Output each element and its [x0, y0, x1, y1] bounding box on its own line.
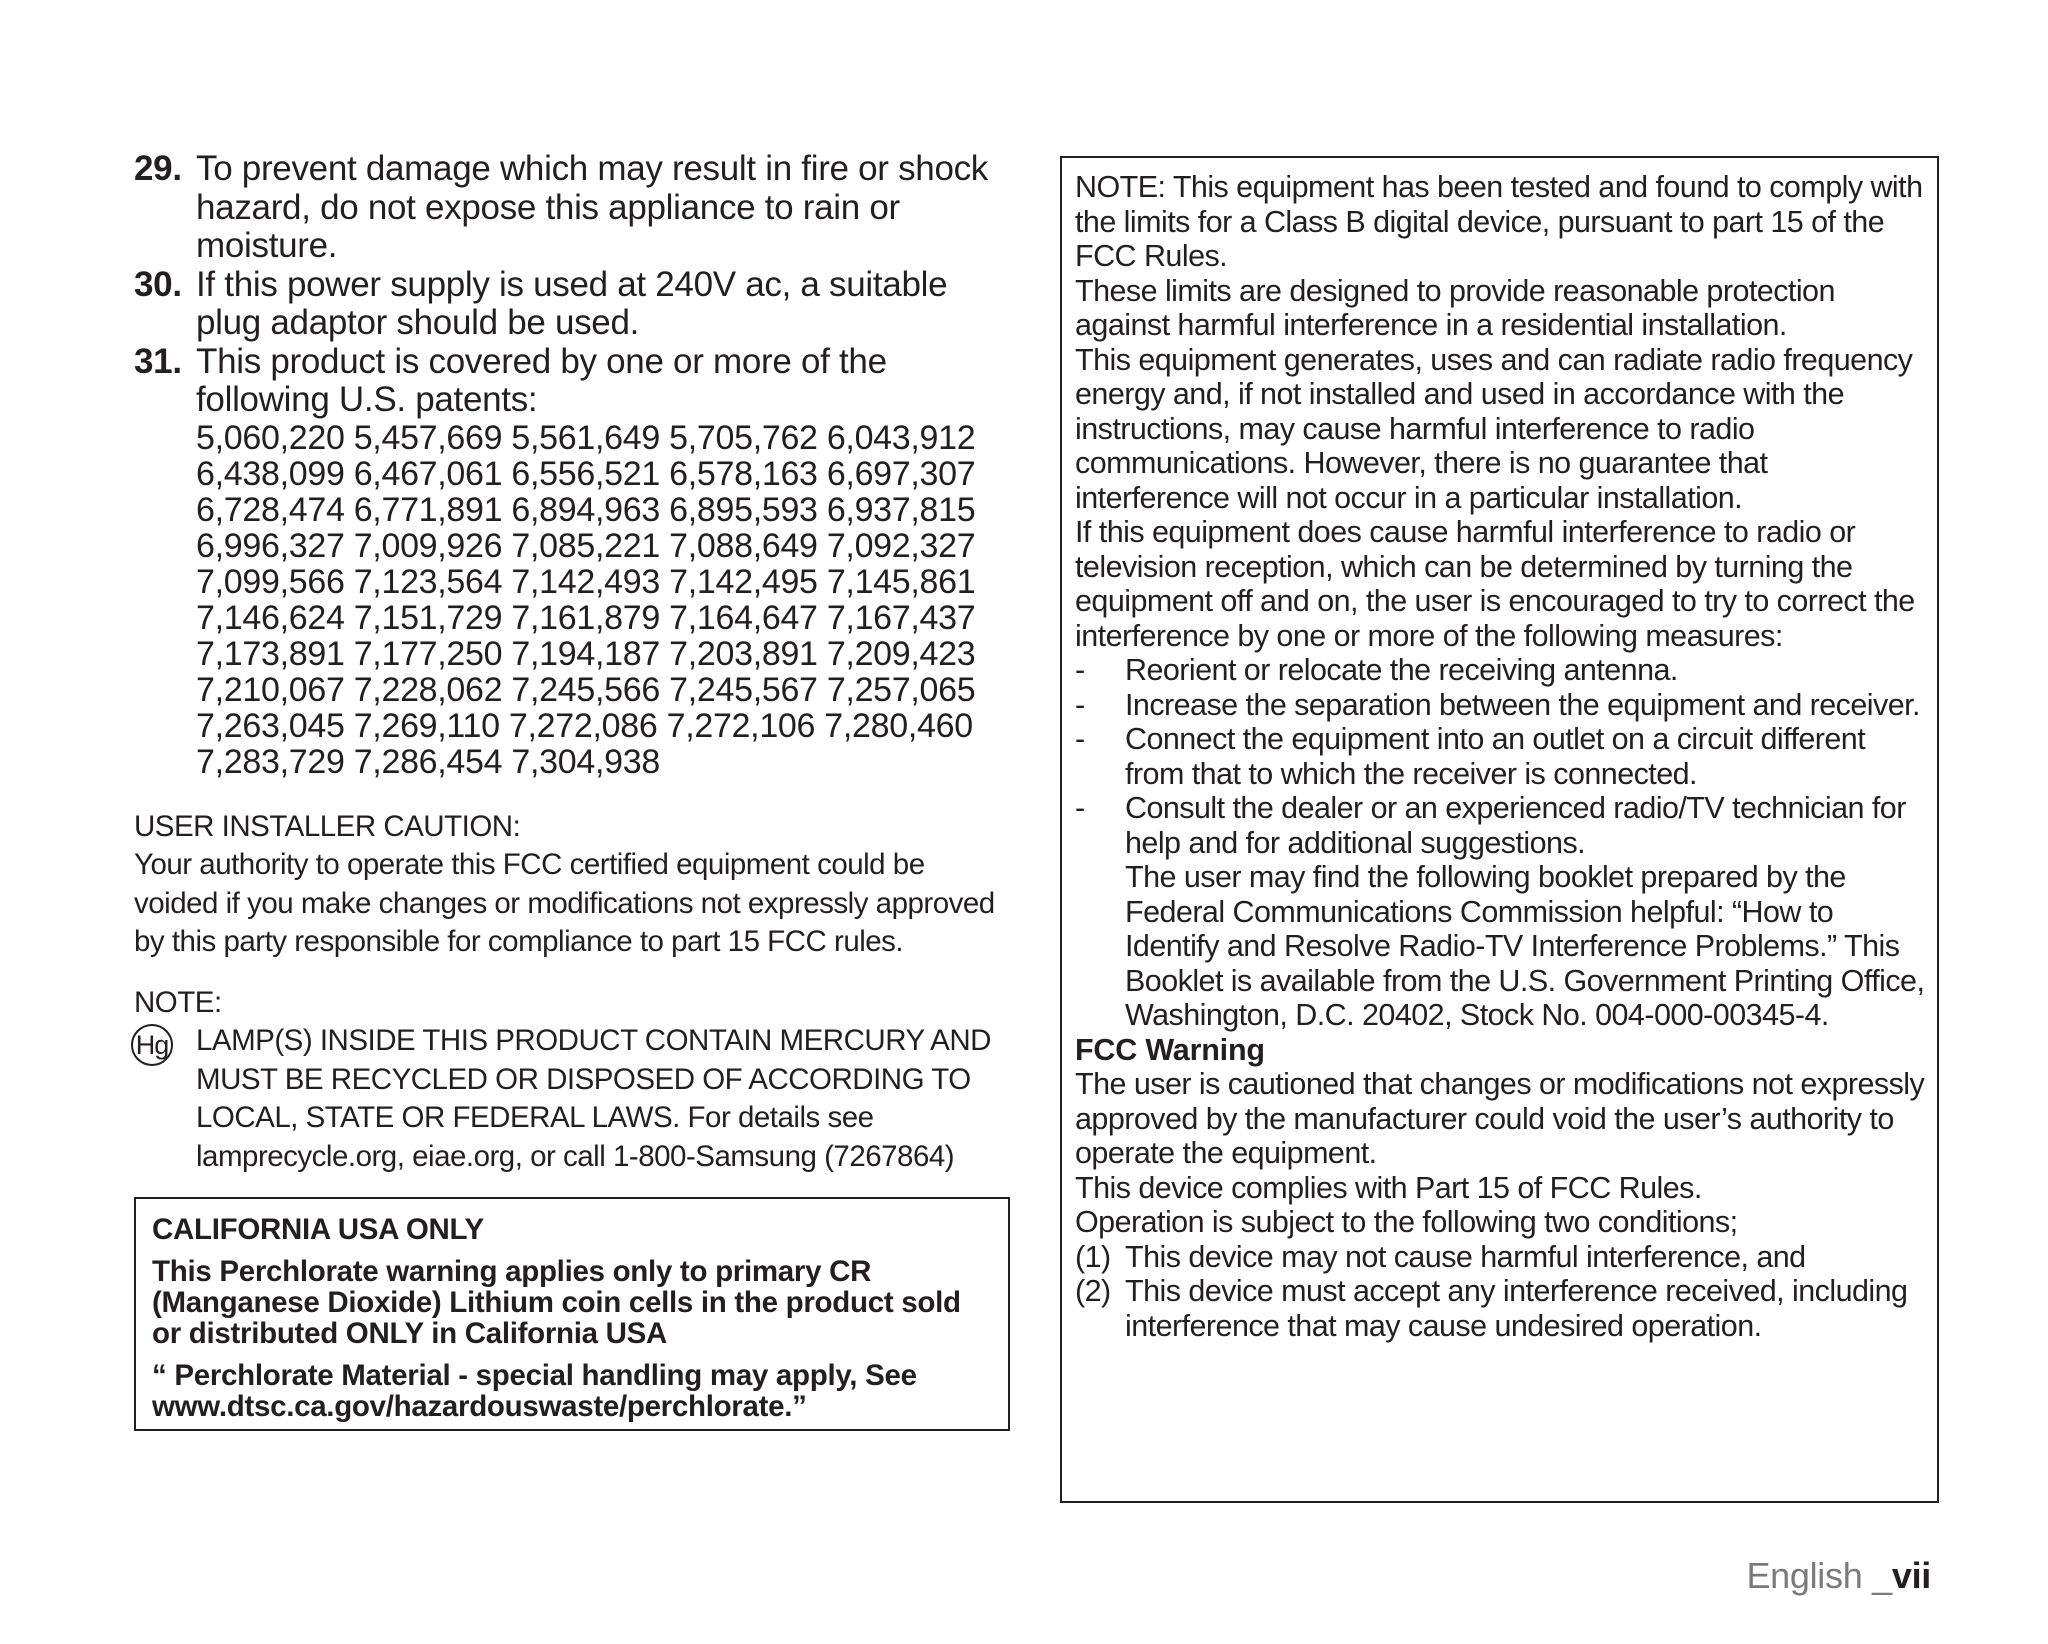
- patent-line: 7,263,045 7,269,110 7,272,086 7,272,106 7,280,460: [196, 706, 973, 745]
- booklet-text: The user may find the following booklet prepared by the Federal Communications Commission helpful: “How to Identify and Resolve Radio-TV Interference Problems.” This Booklet is available from the U.S. Government Printing Office, Washington, D.C. 20402, Stock No. 004-000-00345-4.: [1125, 860, 1925, 1032]
- item-text: This product is covered by one or more of the following U.S. patents:: [196, 341, 887, 419]
- fcc-paragraph: This equipment generates, uses and can radiate radio frequency energy and, if not installed and used in accordance with the instructions, may cause harmful interference to radio communications. However, there is no guarantee that interference will not occur in a particular installation.: [1075, 342, 1913, 515]
- fcc-warning-paragraph: The user is cautioned that changes or modifications not expressly approved by the manufacturer could void the user’s authority to operate the equipment.: [1075, 1067, 1925, 1170]
- booklet-item: [1075, 860, 1927, 1033]
- condition-number: (2): [1075, 1274, 1111, 1308]
- numbered-item-30: [134, 266, 1014, 343]
- fcc-warning-paragraph: Operation is subject to the following two conditions;: [1075, 1205, 1738, 1239]
- fcc-warning-heading: FCC Warning: [1075, 1032, 1265, 1067]
- california-quote: “ Perchlorate Material - special handling may apply, See www.dtsc.ca.gov/hazardouswaste/perchlorate.”: [152, 1359, 917, 1423]
- note-title: NOTE:: [134, 985, 222, 1019]
- measure-text: Reorient or relocate the receiving antenna.: [1125, 653, 1678, 687]
- footer-language: English _: [1746, 1555, 1892, 1596]
- condition-text: This device must accept any interference received, including interference that may cause undesired operation.: [1125, 1274, 1908, 1343]
- patent-list: [196, 420, 1014, 780]
- patent-line: 7,146,624 7,151,729 7,161,879 7,164,647 7,167,437: [196, 598, 976, 637]
- dash-marker: -: [1075, 722, 1085, 756]
- fcc-paragraph: These limits are designed to provide reasonable protection against harmful interference in a residential installation.: [1075, 273, 1835, 342]
- measure-text: Increase the separation between the equipment and receiver.: [1125, 687, 1920, 722]
- dash-marker: -: [1075, 791, 1085, 825]
- condition-item: [1075, 1274, 1927, 1343]
- item-number: 29.: [134, 149, 182, 188]
- measure-item: [1075, 688, 1927, 723]
- condition-number: (1): [1075, 1239, 1111, 1274]
- item-text: To prevent damage which may result in fire or shock hazard, do not expose this appliance to rain or moisture.: [196, 149, 989, 265]
- item-number: 30.: [134, 264, 182, 304]
- page-number: vii: [1891, 1555, 1931, 1596]
- patent-line: 7,210,067 7,228,062 7,245,566 7,245,567 7,257,065: [196, 670, 976, 709]
- installer-caution: [134, 808, 1014, 962]
- caution-title: USER INSTALLER CAUTION:: [134, 809, 521, 843]
- numbered-item-29: [134, 150, 1014, 266]
- california-title: CALIFORNIA USA ONLY: [152, 1213, 484, 1246]
- measure-text: Connect the equipment into an outlet on a circuit different from that to which the receiver is connected.: [1125, 722, 1866, 791]
- measure-item: [1075, 791, 1927, 860]
- numbered-item-31: [134, 343, 1014, 420]
- patent-line: 5,060,220 5,457,669 5,561,649 5,705,762 6,043,912: [196, 418, 976, 457]
- california-body: This Perchlorate warning applies only to primary CR (Manganese Dioxide) Lithium coin cells in the product sold or distributed ONLY in California USA: [152, 1255, 961, 1350]
- dash-marker: -: [1075, 687, 1085, 722]
- fcc-warning-paragraph: This device complies with Part 15 of FCC Rules.: [1075, 1170, 1702, 1205]
- patent-line: 6,438,099 6,467,061 6,556,521 6,578,163 6,697,307: [196, 454, 976, 493]
- condition-item: [1075, 1240, 1927, 1275]
- left-column: [134, 150, 1014, 1176]
- fcc-notice-box: [1060, 156, 1939, 1503]
- measure-text: Consult the dealer or an experienced radio/TV technician for help and for additional suggestions.: [1125, 791, 1906, 860]
- patent-line: 6,996,327 7,009,926 7,085,221 7,088,649 7,092,327: [196, 526, 976, 565]
- item-text: If this power supply is used at 240V ac, a suitable plug adaptor should be used.: [196, 264, 948, 342]
- patent-line: 7,283,729 7,286,454 7,304,938: [196, 742, 660, 781]
- item-number: 31.: [134, 341, 182, 381]
- hg-circle-icon: Hg: [131, 1024, 173, 1066]
- mercury-warning-text: LAMP(S) INSIDE THIS PRODUCT CONTAIN MERCURY AND MUST BE RECYCLED OR DISPOSED OF ACCORDING TO LOCAL, STATE OR FEDERAL LAWS. For details see lamprecycle.org, eiae.org, or call 1-800-Samsung (7267864): [196, 1024, 991, 1173]
- mercury-symbol: [134, 1022, 196, 1176]
- fcc-paragraph: NOTE: This equipment has been tested and found to comply with the limits for a Class B digital device, pursuant to part 15 of the FCC Rules.: [1075, 170, 1923, 273]
- dash-marker: -: [1075, 653, 1085, 687]
- california-warning-box: [134, 1197, 1010, 1431]
- patent-line: 7,173,891 7,177,250 7,194,187 7,203,891 7,209,423: [196, 634, 976, 673]
- patent-line: 6,728,474 6,771,891 6,894,963 6,895,593 6,937,815: [196, 490, 976, 529]
- measure-item: [1075, 722, 1927, 791]
- mercury-note: [134, 984, 1014, 1177]
- caution-body: Your authority to operate this FCC certified equipment could be voided if you make changes or modifications not expressly approved by this party responsible for compliance to part 15 FCC rules.: [134, 848, 995, 958]
- condition-text: This device may not cause harmful interference, and: [1125, 1239, 1806, 1274]
- measure-item: [1075, 653, 1927, 688]
- mercury-warning-row: [134, 1022, 1014, 1176]
- patent-line: 7,099,566 7,123,564 7,142,493 7,142,495 7,145,861: [196, 562, 976, 601]
- page-footer: [1746, 1556, 1931, 1596]
- fcc-paragraph: If this equipment does cause harmful interference to radio or television reception, which can be determined by turning the equipment off and on, the user is encouraged to try to correct the interference by one or more of the following measures:: [1075, 515, 1915, 653]
